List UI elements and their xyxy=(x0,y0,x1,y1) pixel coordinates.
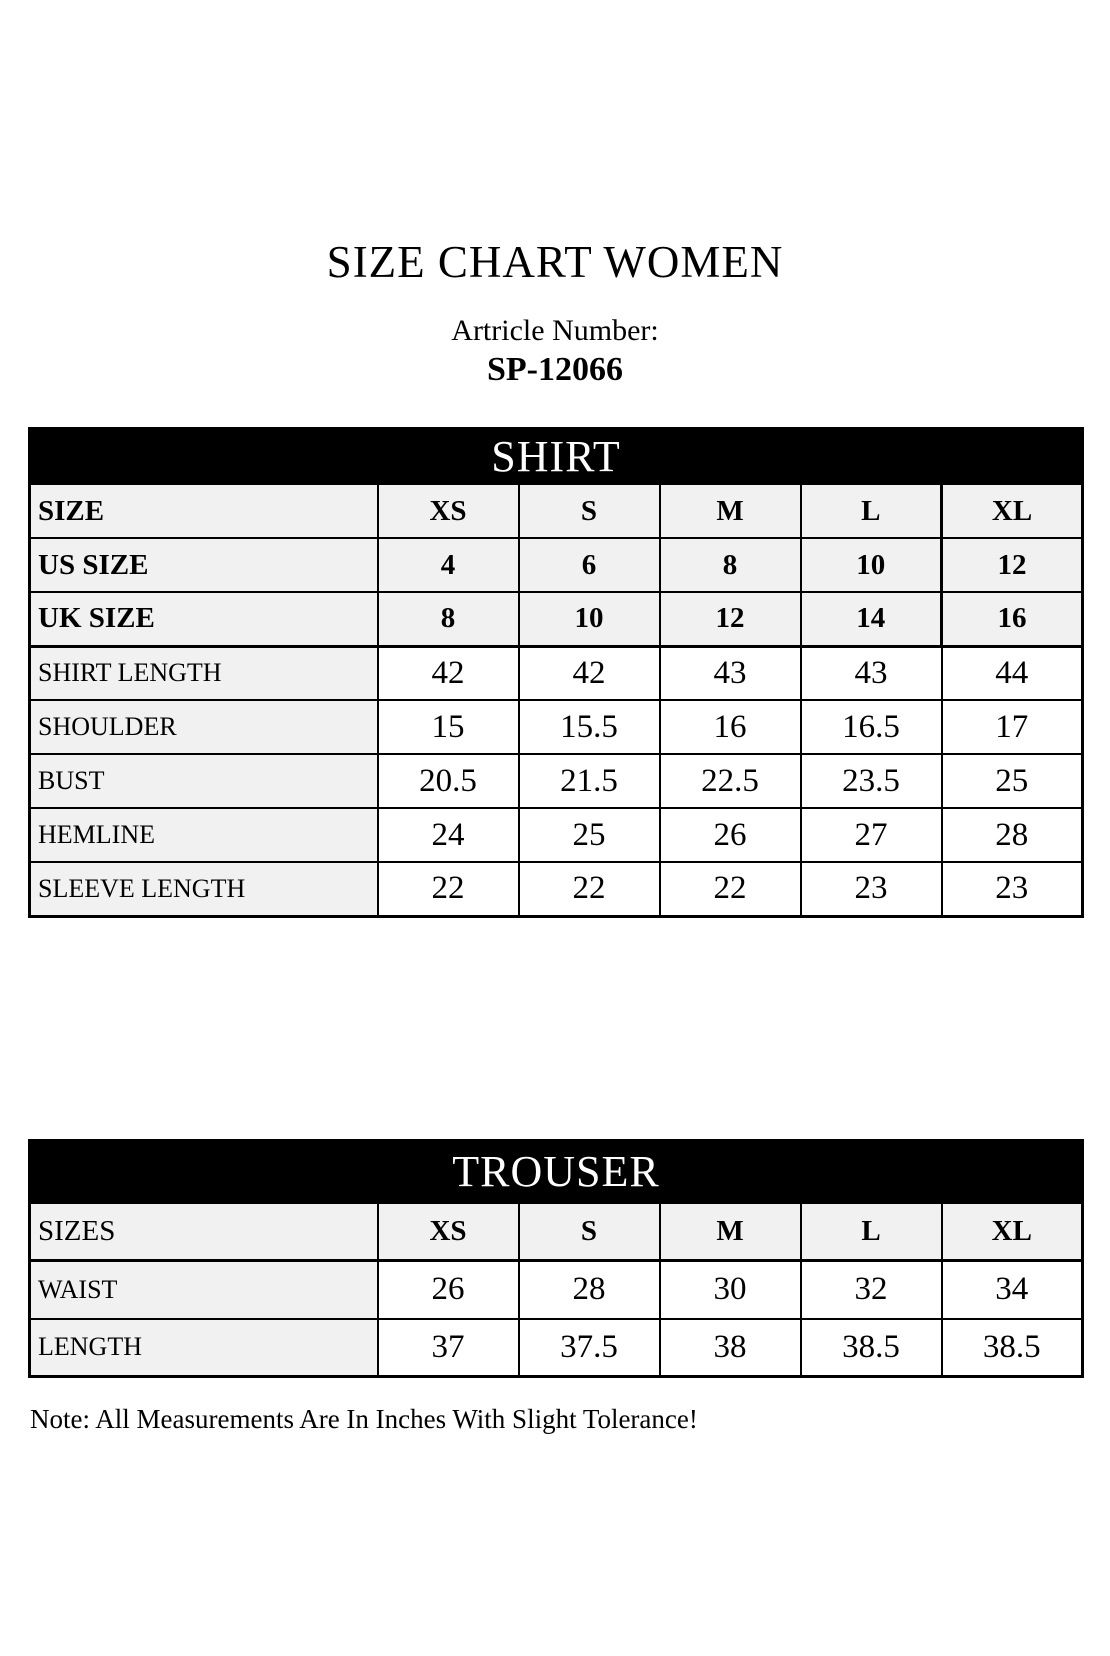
size-row xyxy=(30,592,1083,646)
row-label-cell: WAIST xyxy=(30,1261,378,1319)
size-value-cell: XS xyxy=(378,484,519,538)
measurement-value-cell: 42 xyxy=(378,646,519,700)
size-value-cell: 4 xyxy=(378,538,519,592)
row-label-cell: US SIZE xyxy=(30,538,378,592)
size-value-cell: 6 xyxy=(519,538,660,592)
measurement-row xyxy=(30,646,1083,700)
measurement-value-cell: 30 xyxy=(660,1261,801,1319)
row-label-cell: UK SIZE xyxy=(30,592,378,646)
measurement-value-cell: 43 xyxy=(660,646,801,700)
size-value-cell: M xyxy=(660,1203,801,1261)
row-label-cell: LENGTH xyxy=(30,1319,378,1377)
measurement-value-cell: 21.5 xyxy=(519,754,660,808)
measurement-value-cell: 38 xyxy=(660,1319,801,1377)
measurement-row xyxy=(30,808,1083,862)
size-value-cell: 14 xyxy=(801,592,942,646)
size-value-cell: M xyxy=(660,484,801,538)
measurement-value-cell: 28 xyxy=(942,808,1083,862)
size-value-cell: 16 xyxy=(942,592,1083,646)
measurement-value-cell: 23 xyxy=(801,862,942,916)
measurement-value-cell: 25 xyxy=(942,754,1083,808)
size-value-cell: XL xyxy=(942,1203,1083,1261)
measurement-value-cell: 24 xyxy=(378,808,519,862)
size-value-cell: 10 xyxy=(519,592,660,646)
measurement-value-cell: 23.5 xyxy=(801,754,942,808)
measurement-value-cell: 22.5 xyxy=(660,754,801,808)
measurement-value-cell: 26 xyxy=(378,1261,519,1319)
row-label-cell: SIZE xyxy=(30,484,378,538)
measurement-value-cell: 38.5 xyxy=(942,1319,1083,1377)
measurement-value-cell: 16 xyxy=(660,700,801,754)
measurement-value-cell: 15 xyxy=(378,700,519,754)
measurement-value-cell: 44 xyxy=(942,646,1083,700)
measurement-row xyxy=(30,862,1083,916)
row-label-cell: SIZES xyxy=(30,1203,378,1261)
size-value-cell: XS xyxy=(378,1203,519,1261)
measurement-value-cell: 37 xyxy=(378,1319,519,1377)
size-value-cell: L xyxy=(801,1203,942,1261)
measurement-value-cell: 23 xyxy=(942,862,1083,916)
size-value-cell: L xyxy=(801,484,942,538)
measurement-value-cell: 38.5 xyxy=(801,1319,942,1377)
measurement-note: Note: All Measurements Are In Inches With Slight Tolerance! xyxy=(30,1404,698,1434)
measurement-value-cell: 32 xyxy=(801,1261,942,1319)
measurement-row xyxy=(30,700,1083,754)
measurement-value-cell: 43 xyxy=(801,646,942,700)
shirt-size-table xyxy=(28,427,1084,918)
measurement-value-cell: 28 xyxy=(519,1261,660,1319)
size-value-cell: 12 xyxy=(942,538,1083,592)
table-title: TROUSER xyxy=(30,1141,1083,1203)
row-label-cell: SHOULDER xyxy=(30,700,378,754)
measurement-value-cell: 25 xyxy=(519,808,660,862)
table-header-row xyxy=(30,429,1083,485)
measurement-row xyxy=(30,1261,1083,1319)
table-header-row xyxy=(30,1141,1083,1203)
measurement-value-cell: 20.5 xyxy=(378,754,519,808)
size-value-cell: 8 xyxy=(660,538,801,592)
measurement-value-cell: 27 xyxy=(801,808,942,862)
measurement-value-cell: 26 xyxy=(660,808,801,862)
measurement-value-cell: 17 xyxy=(942,700,1083,754)
measurement-value-cell: 22 xyxy=(519,862,660,916)
size-value-cell: 12 xyxy=(660,592,801,646)
size-value-cell: S xyxy=(519,1203,660,1261)
measurement-value-cell: 42 xyxy=(519,646,660,700)
size-value-cell: 8 xyxy=(378,592,519,646)
size-value-cell: 10 xyxy=(801,538,942,592)
article-number-label: Artricle Number: xyxy=(451,314,659,347)
measurement-value-cell: 22 xyxy=(660,862,801,916)
measurement-row xyxy=(30,754,1083,808)
row-label-cell: SHIRT LENGTH xyxy=(30,646,378,700)
row-label-cell: HEMLINE xyxy=(30,808,378,862)
page-title: SIZE CHART WOMEN xyxy=(326,237,784,287)
measurement-value-cell: 16.5 xyxy=(801,700,942,754)
measurement-value-cell: 15.5 xyxy=(519,700,660,754)
size-row xyxy=(30,1203,1083,1261)
row-label-cell: BUST xyxy=(30,754,378,808)
measurement-value-cell: 37.5 xyxy=(519,1319,660,1377)
measurement-value-cell: 22 xyxy=(378,862,519,916)
table-title: SHIRT xyxy=(30,429,1083,485)
size-value-cell: XL xyxy=(942,484,1083,538)
trouser-size-table xyxy=(28,1139,1084,1378)
measurement-row xyxy=(30,1319,1083,1377)
size-row xyxy=(30,538,1083,592)
size-value-cell: S xyxy=(519,484,660,538)
row-label-cell: SLEEVE LENGTH xyxy=(30,862,378,916)
size-row xyxy=(30,484,1083,538)
article-number-value: SP-12066 xyxy=(487,351,623,388)
measurement-value-cell: 34 xyxy=(942,1261,1083,1319)
